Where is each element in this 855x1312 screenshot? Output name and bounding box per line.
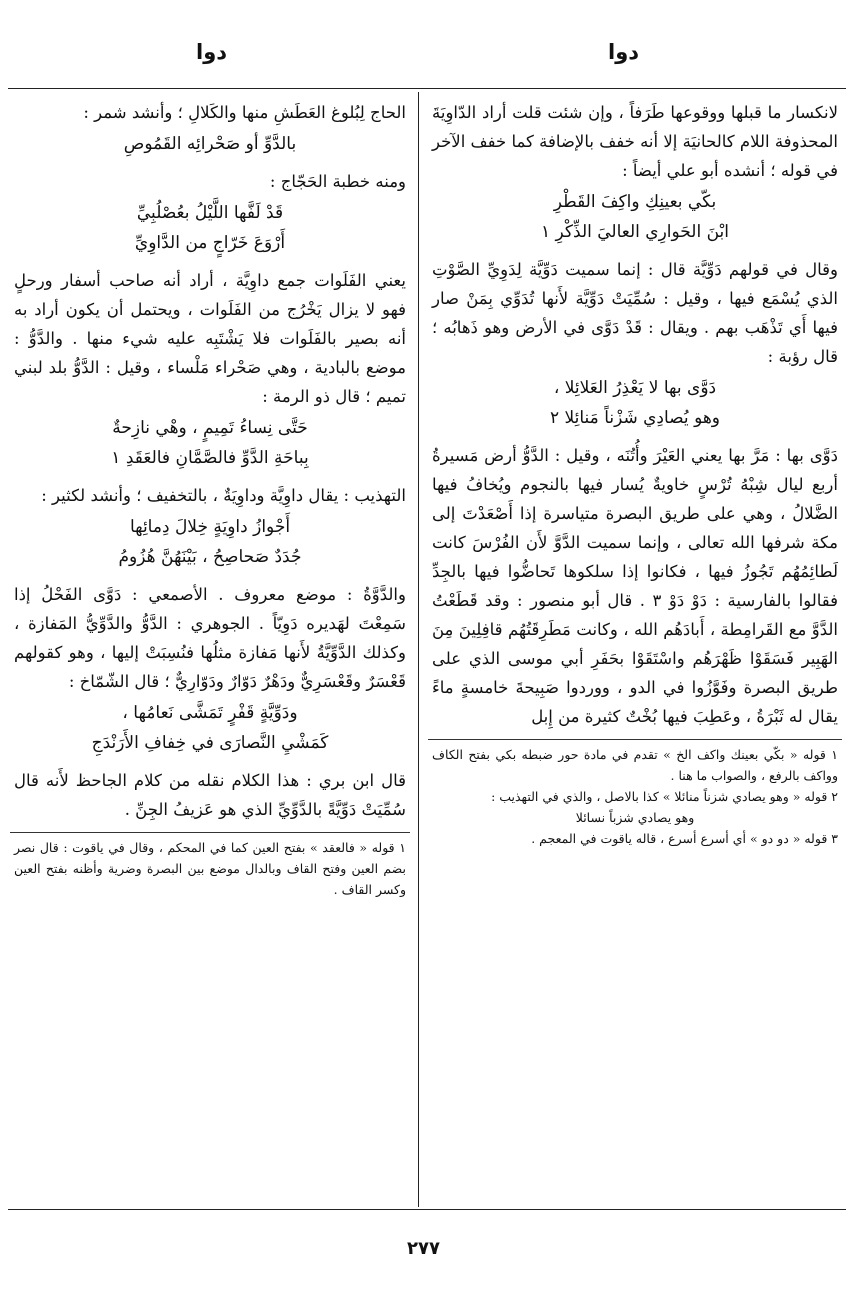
running-header-right: دوا	[608, 40, 640, 64]
paragraph: وقال في قولهم دَوِّيَّة قال : إنما سميت دَوِّيَّة لِدَوِيِّ الصَّوْتِ الذي يُسْمَع فيها ، وقيل : سُمِّيَتْ دَوِّيَّة لأَنها تُدَوِّي بِمَنْ صار فيها أَي تَذْهَب بهم . ويقال : قَدْ دَوَّى في الأرض وهو ذَهابُه ؛ قال رؤبة :	[432, 260, 838, 366]
verse-block	[10, 512, 410, 572]
verse-line: بِباحَةِ الدَّوِّ فالصَّمَّانِ فالعَقَدِ ١	[111, 448, 309, 468]
verse-line: دَوَّى بها لا يَعْذِرُ العَلائِلا ،	[553, 378, 717, 398]
paragraph: التهذيب : يقال داوِيَّة وداوِيَةٌ ، بالتخفيف ؛ وأنشد لكثير :	[41, 486, 406, 505]
footnotes	[428, 744, 842, 849]
verse-line: وهو يُصادِي شَزْناً مَنائِلا ٢	[549, 408, 721, 428]
footnotes	[10, 837, 410, 900]
verse-block	[428, 373, 842, 433]
paragraph: الحاج لِبُلوغ العَطَشِ منها والكَلالِ ؛ وأنشد شمر :	[83, 103, 406, 122]
verse-block	[10, 413, 410, 473]
footnote: ٢ قوله « وهو يصادي شزناً منائلا » كذا بالاصل ، والذي في التهذيب :	[491, 789, 838, 804]
paragraph: ومنه خطبة الحَجّاج :	[269, 172, 406, 191]
verse-block	[428, 187, 842, 247]
right-column	[428, 92, 842, 849]
paragraph: يعني الفَلَوات جمع داوِيَّة ، أراد أنه صاحب أسفار ورحلٍ فهو لا يزال يَخْرُج من الفَلَوات ، ويحتمل أن يكون أراد به أنه بصير بالفَلَوات فلا يَشْتَبِه عليه شيء منها . والدَّوُّ : موضع بالبادية ، وهي صَحْراء مَلْساء ، وقيل : الدَّوُّ بلد لبني تميم ؛ قال ذو الرمة :	[14, 271, 406, 406]
footnote: ١ قوله « بكّي بعينك واكف الخ » تقدم في مادة حور ضبطه بكي بفتح الكاف وواكف بالرفع ، والصواب ما هنا .	[432, 747, 838, 783]
paragraph: دَوَّى بها : مَرَّ بها يعني العَيْرَ وأُتُنَه ، وقيل : الدَّوُّ أرض مَسيرةُ أربع ليال شِبْهُ تُرْسٍ خاويةٌ يُسار فيها بالنجوم ويُخافُ فيها الضَّلالُ ، وهي على طريق البصرة متياسرة إذا أَصْعَدْتَ إلى مكة شرفها الله تعالى ، وإنما سميت الدَّوَّ لأَن الفُرْسَ كانت لَطائِمُهُم تَجُوزُ فيها ، فكانوا إذا سلكوها تَحاضُّوا فيها بالجِدِّ فقالوا بالفارسية : دَوْ دَوْ ٣ . قال أبو منصور : وقد قَطَعْتُ الدَّوَّ مع القَرامِطة ، أَبادَهُم الله ، وكانت مَطَرِقَتُهُم قافِلِينَ مِنَ الهَبِير فَسَقَوْا ظَهْرَهُم واسْتَقَوْا بحَفَرِ أبي موسى الذي على طريق البصرة وفَوَّزُوا في الدو ، ووردوا صَبِيحةَ خامسةٍ ماءً يقال له ثَبْرَةُ ، وعَطِبَ فيها بُخْتٌ كثيرة من إِبل	[432, 446, 839, 726]
verse-block	[10, 698, 410, 758]
paragraph: قال ابن بري : هذا الكلام نقله من كلام الجاحظ لأَنه قال سُمِّيَتْ دَوِّيَّةً بالدَّوِّيِّ الذي هو عَزيفُ الجِنِّ .	[14, 771, 406, 819]
verse-line: أَجْوازُ داوِيَةٍ خِلالَ دِمائِها	[129, 517, 291, 537]
verse-block	[10, 129, 410, 159]
verse-block	[10, 198, 410, 258]
verse-line: جُدَدٌ صَحاصِحُ ، بَيْنَهُنَّ هُزُومُ	[118, 547, 302, 567]
footnote-rule	[428, 739, 842, 740]
page-number: ٢٧٧	[407, 1238, 440, 1259]
header-rule	[8, 88, 846, 89]
column-divider	[418, 92, 419, 1207]
verse-line: ابْنَ الحَوارِي العاليَ الذِّكْرِ ١	[541, 222, 729, 242]
paragraph: والدَّوَّةُ : موضع معروف . الأصمعي : دَوَّى الفَحْلُ إذا سَمِعْتَ لهَديره دَوِيّاً . الجوهري : الدَّوُّ والدَّوِّيُّ المَفازة ، وكذلك الدَّوِّيَّةُ لأَنها مَفازة مثلُها فنُسِبَتْ إليها ، وهو كقولهم قَعْسَرٌ وقَعْسَرِيٌّ ودَهْرٌ دَوّارٌ ودَوّارِيٌّ ؛ قال الشّمّاخ :	[14, 585, 406, 691]
running-header-left: دوا	[196, 40, 228, 64]
footnote: ٣ قوله « دو دو » أي أسرع أسرع ، قاله ياقوت في المعجم .	[531, 831, 838, 846]
verse-line: ودَوِّيَّةٍ قَفْرٍ تَمَشَّى نَعامُها ،	[122, 703, 298, 723]
verse-line: حَتَّى نِساءُ تَمِيمٍ ، وهْي نازِحةٌ	[112, 418, 308, 438]
left-column	[10, 92, 410, 900]
footnote: ١ قوله « فالعقد » بفتح العين كما في المحكم ، وقال في ياقوت : قال نصر بضم العين وفتح القاف وبالدال موضع بين البصرة وضرية وأظنه بفتح العين وكسر القاف .	[14, 840, 406, 897]
verse-line: أَرْوَعَ خَرّاجٍ من الدَّاوِيِّ	[134, 233, 286, 253]
verse-line: كَمَشْيِ النَّصارَى في خِفافِ الأَرَنْدَجِ	[91, 733, 329, 753]
paragraph: لانكسار ما قبلها ووقوعها طَرَفاً ، وإن شئت قلت أراد الدّاوِيَةَ المحذوفة اللام كالحانيَة إلا أنه خفف بالإضافة كما خفف الآخر في قوله ؛ أنشده أبو علي أيضاً :	[432, 103, 838, 180]
footnote-verse: وهو يصادي شزباً نسائلا	[575, 810, 695, 825]
footnote-rule	[10, 832, 410, 833]
verse-line: بالدَّوِّ أو صَحْرائِه القَمُوصِ	[123, 134, 297, 154]
verse-line: بكّي بعينِكِ واكِفَ القَطْرِ	[553, 192, 717, 212]
verse-line: قَدْ لَفَّها اللَّيْلُ بعُصْلُبِيِّ	[136, 203, 284, 223]
footer-rule	[8, 1209, 846, 1210]
